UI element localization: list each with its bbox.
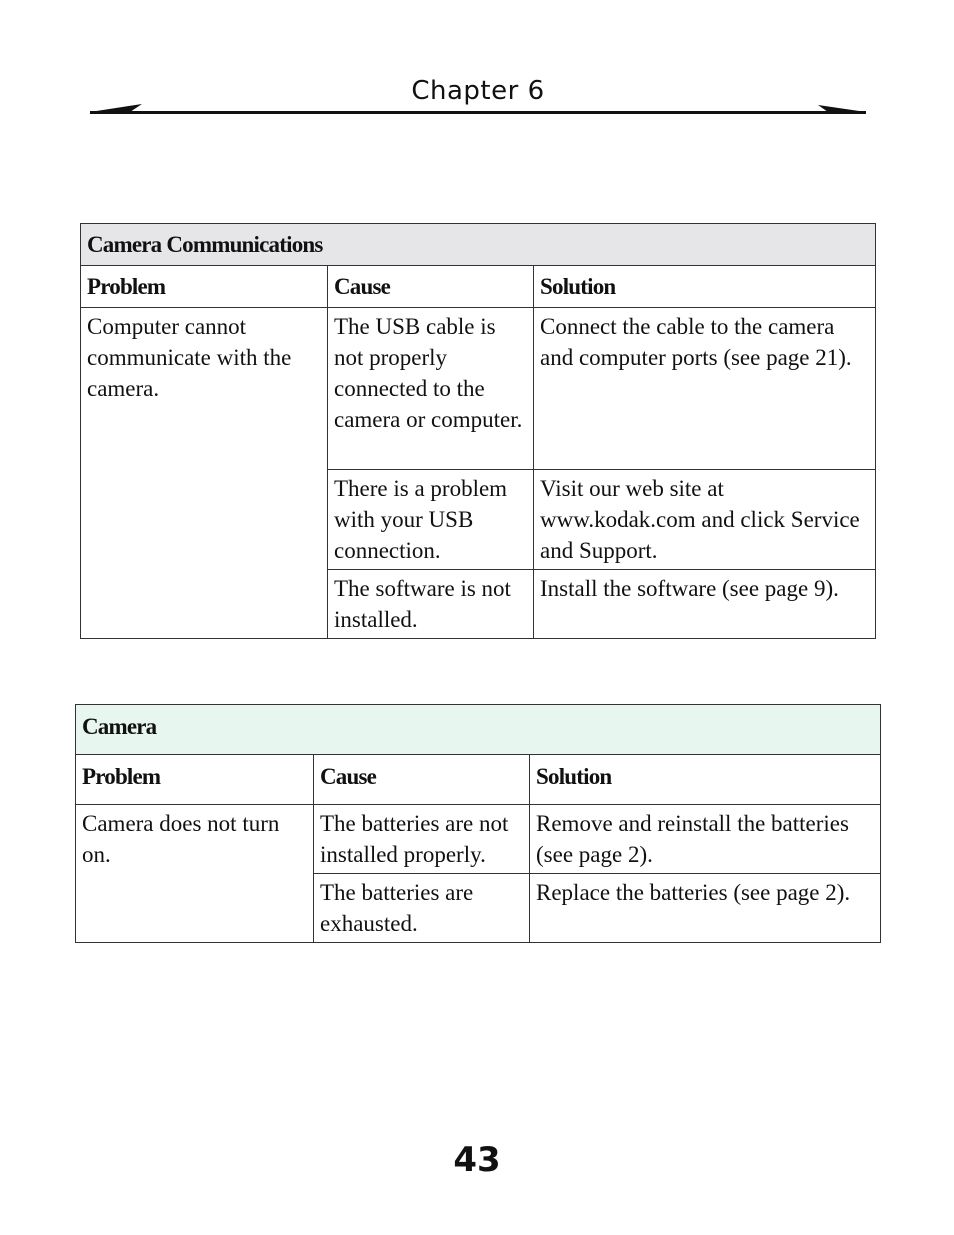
table-title-row <box>76 705 881 755</box>
column-header-cause: Cause <box>314 755 530 805</box>
cause-cell: The USB cable is not properly connected to the camera or computer. <box>328 308 534 470</box>
camera-table <box>75 704 881 943</box>
chapter-title: Chapter 6 <box>411 76 545 106</box>
table-header-row <box>81 266 876 308</box>
column-header-solution: Solution <box>534 266 876 308</box>
solution-cell: Visit our web site at www.kodak.com and click Service and Support. <box>534 470 876 570</box>
problem-cell: Computer cannot communicate with the camera. <box>81 308 328 639</box>
solution-cell: Remove and reinstall the batteries (see page 2). <box>530 805 881 874</box>
table-title: Camera <box>76 705 881 755</box>
column-header-cause: Cause <box>328 266 534 308</box>
column-header-problem: Problem <box>81 266 328 308</box>
table-title: Camera Communications <box>81 224 876 266</box>
chapter-header <box>90 76 866 120</box>
header-rule-right-arrow <box>818 105 866 112</box>
page-number: 43 <box>453 1140 501 1180</box>
column-header-problem: Problem <box>76 755 314 805</box>
problem-cell: Camera does not turn on. <box>76 805 314 943</box>
cause-cell: The batteries are not installed properly. <box>314 805 530 874</box>
column-header-solution: Solution <box>530 755 881 805</box>
header-rule-left-arrow <box>90 104 142 112</box>
table-header-row <box>76 755 881 805</box>
header-rule-line <box>90 111 866 114</box>
cause-cell: There is a problem with your USB connection. <box>328 470 534 570</box>
cause-cell: The software is not installed. <box>328 570 534 639</box>
table-title-row <box>81 224 876 266</box>
solution-cell: Replace the batteries (see page 2). <box>530 874 881 943</box>
solution-cell: Install the software (see page 9). <box>534 570 876 639</box>
table-row <box>81 308 876 470</box>
table-row <box>76 805 881 874</box>
camera-communications-table <box>80 223 876 639</box>
header-rule <box>90 102 866 116</box>
cause-cell: The batteries are exhausted. <box>314 874 530 943</box>
solution-cell: Connect the cable to the camera and computer ports (see page 21). <box>534 308 876 470</box>
